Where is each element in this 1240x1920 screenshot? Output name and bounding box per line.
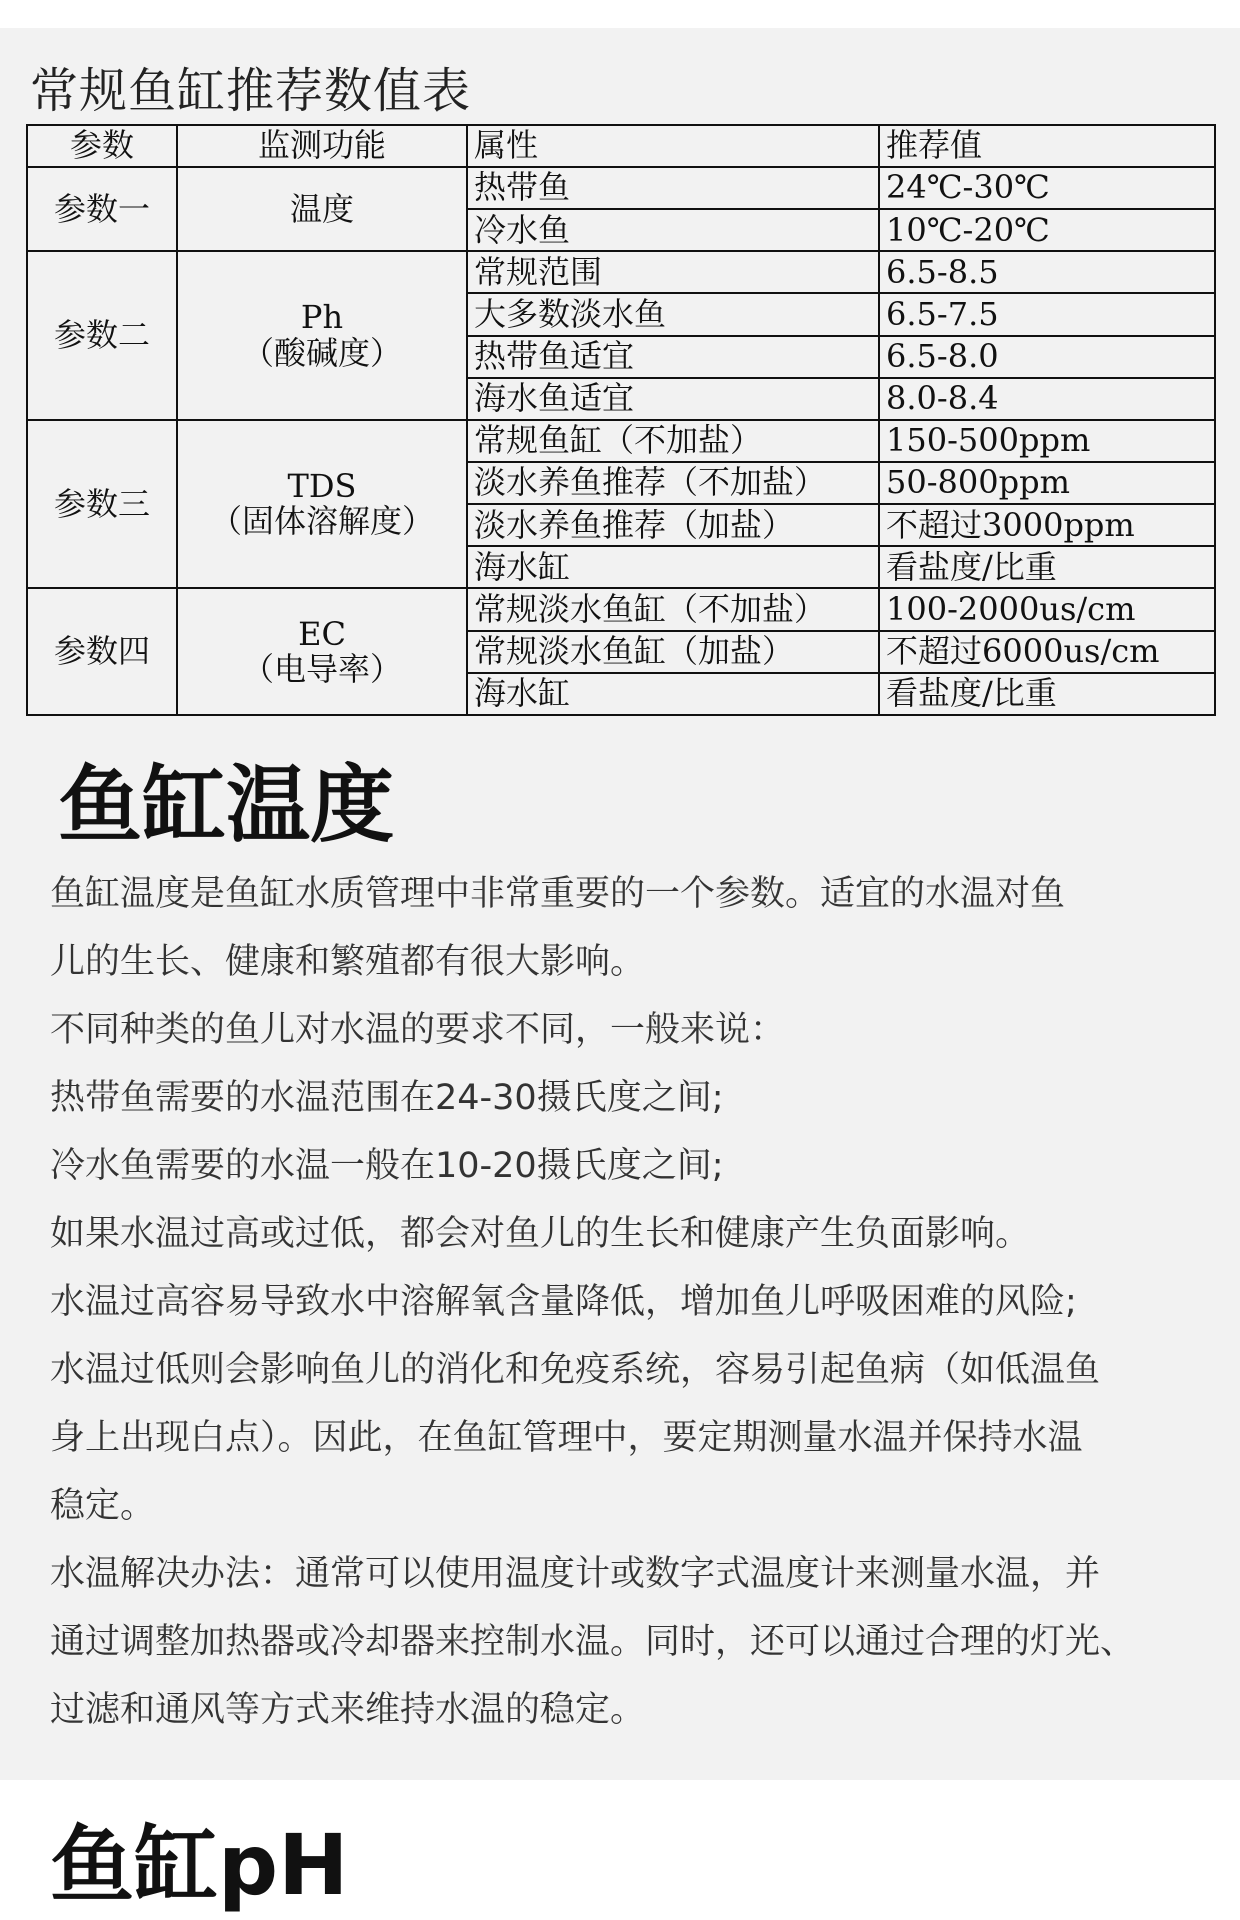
value-cell: 10℃-20℃ [879,209,1215,251]
attribute-cell: 热带鱼适宜 [467,336,879,378]
attribute-cell: 海水鱼适宜 [467,378,879,420]
table-row [27,167,1215,209]
param-cell: 参数四 [27,588,177,715]
function-cell [177,167,467,251]
paragraph-line: 水温过低则会影响鱼儿的消化和免疫系统，容易引起鱼病（如低温鱼 [50,1350,1101,1390]
value-cell: 150-500ppm [879,420,1215,462]
value-cell: 50-800ppm [879,462,1215,504]
value-cell: 6.5-7.5 [879,293,1215,335]
paragraph-line: 冷水鱼需要的水温一般在10-20摄氏度之间; [50,1146,724,1186]
value-cell: 不超过3000ppm [879,504,1215,546]
attribute-cell: 冷水鱼 [467,209,879,251]
paragraph-line: 过滤和通风等方式来维持水温的稳定。 [50,1690,646,1730]
value-cell: 不超过6000us/cm [879,631,1215,673]
table-row [27,420,1215,462]
paragraph-line: 水温过高容易导致水中溶解氧含量降低，增加鱼儿呼吸困难的风险; [50,1282,1077,1322]
function-main: EC [298,614,346,653]
function-cell [177,251,467,420]
function-sub: （电导率） [241,649,402,688]
function-sub: （固体溶解度） [209,502,434,541]
value-cell: 看盐度/比重 [879,673,1215,715]
recommended-values-table [26,124,1216,716]
function-sub: （酸碱度） [241,333,402,372]
paragraph-line: 鱼缸温度是鱼缸水质管理中非常重要的一个参数。适宜的水温对鱼 [50,874,1066,914]
paragraph-line: 不同种类的鱼儿对水温的要求不同，一般来说： [50,1010,786,1050]
attribute-cell: 大多数淡水鱼 [467,293,879,335]
section-heading-temperature: 鱼缸温度 [58,756,395,854]
temperature-body-text [50,860,1200,1744]
value-cell: 100-2000us/cm [879,588,1215,630]
function-cell [177,588,467,715]
paragraph-line: 热带鱼需要的水温范围在24-30摄氏度之间; [50,1078,724,1118]
value-cell: 看盐度/比重 [879,546,1215,588]
paragraph-line: 如果水温过高或过低，都会对鱼儿的生长和健康产生负面影响。 [50,1214,1031,1254]
header-recommended-value: 推荐值 [879,125,1215,167]
paragraph-line: 身上出现白点）。因此，在鱼缸管理中，要定期测量水温并保持水温 [50,1418,1083,1458]
function-cell [177,420,467,589]
page-title: 常规鱼缸推荐数值表 [30,63,472,119]
paragraph-line: 通过调整加热器或冷却器来控制水温。同时，还可以通过合理的灯光、 [50,1622,1136,1662]
paragraph-line: 稳定。 [50,1486,156,1526]
section-heading-ph: 鱼缸pH [50,1816,349,1914]
value-cell: 6.5-8.0 [879,336,1215,378]
table-row [27,251,1215,293]
value-cell: 6.5-8.5 [879,251,1215,293]
param-cell: 参数二 [27,251,177,420]
attribute-cell: 常规范围 [467,251,879,293]
table-row [27,588,1215,630]
header-param: 参数 [27,125,177,167]
attribute-cell: 海水缸 [467,673,879,715]
value-cell: 24℃-30℃ [879,167,1215,209]
function-main: 温度 [289,189,354,228]
function-main: Ph [300,298,344,337]
table-header-row [27,125,1215,167]
function-main: TDS [287,466,357,505]
paragraph-line: 水温解决办法：通常可以使用温度计或数字式温度计来测量水温，并 [50,1554,1101,1594]
attribute-cell: 常规鱼缸（不加盐） [467,420,879,462]
attribute-cell: 热带鱼 [467,167,879,209]
attribute-cell: 常规淡水鱼缸（不加盐） [467,588,879,630]
paragraph-line: 儿的生长、健康和繁殖都有很大影响。 [50,942,646,982]
param-cell: 参数一 [27,167,177,251]
header-attribute: 属性 [467,125,879,167]
value-cell: 8.0-8.4 [879,378,1215,420]
param-cell: 参数三 [27,420,177,589]
attribute-cell: 常规淡水鱼缸（加盐） [467,631,879,673]
header-function: 监测功能 [177,125,467,167]
attribute-cell: 淡水养鱼推荐（加盐） [467,504,879,546]
attribute-cell: 淡水养鱼推荐（不加盐） [467,462,879,504]
attribute-cell: 海水缸 [467,546,879,588]
